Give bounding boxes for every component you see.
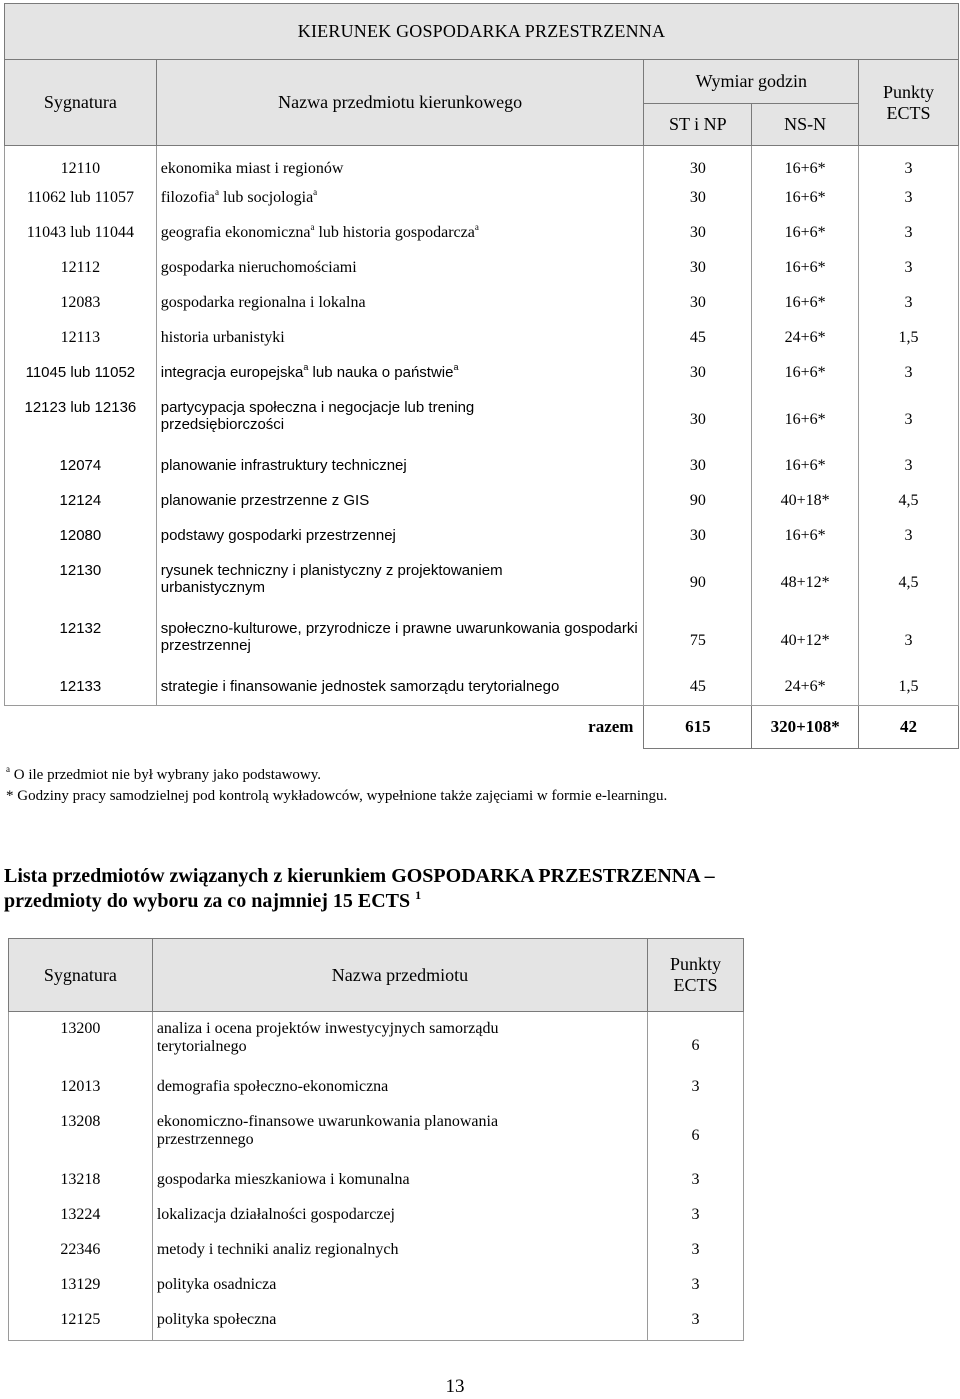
- total-ns-n: 320+108*: [752, 706, 859, 749]
- row-name: metody i techniki analiz regionalnych: [152, 1235, 647, 1270]
- row-name: polityka społeczna: [152, 1305, 647, 1341]
- table-row: [9, 1165, 744, 1200]
- row-name: demografia społeczno-ekonomiczna: [152, 1072, 647, 1107]
- row-ects: 3: [648, 1165, 744, 1200]
- row-ns-n: 16+6*: [752, 146, 859, 182]
- row-st-np: 30: [644, 146, 752, 182]
- total-ects: 42: [859, 706, 959, 749]
- row-name: partycypacja społeczna i negocjacje lub trening przedsiębiorczości: [156, 391, 644, 449]
- table-row: [5, 519, 959, 554]
- row-name: planowanie infrastruktury technicznej: [156, 449, 644, 484]
- row-ects: 3: [859, 612, 959, 670]
- section-heading: Lista przedmiotów związanych z kierunkiem GOSPODARKA PRZESTRZENNA – przedmioty do wyboru za co najmniej 15 ECTS $^1$: [4, 865, 715, 912]
- row-ns-n: 40+12*: [752, 612, 859, 670]
- table-row: [5, 321, 959, 356]
- header-sygnatura: Sygnatura: [9, 939, 153, 1012]
- row-ects: 6: [648, 1012, 744, 1073]
- header-nazwa: Nazwa przedmiotu kierunkowego: [156, 60, 644, 146]
- table-row: [9, 1235, 744, 1270]
- page-number: 13: [445, 1376, 465, 1397]
- row-sygnatura: 12130: [5, 554, 157, 612]
- row-st-np: 30: [644, 181, 752, 216]
- total-row: [5, 706, 959, 749]
- row-ects: 3: [648, 1270, 744, 1305]
- row-ects: 3: [859, 286, 959, 321]
- row-sygnatura: 12110: [5, 146, 157, 182]
- row-ns-n: 16+6*: [752, 216, 859, 251]
- row-ects: 4,5: [859, 484, 959, 519]
- row-ects: 3: [859, 216, 959, 251]
- table-row: [5, 356, 959, 391]
- row-st-np: 90: [644, 484, 752, 519]
- row-sygnatura: 12083: [5, 286, 157, 321]
- row-name: lokalizacja działalności gospodarczej: [152, 1200, 647, 1235]
- row-st-np: 30: [644, 391, 752, 449]
- row-name: planowanie przestrzenne z GIS: [156, 484, 644, 519]
- row-name: geografia ekonomiczna$^a$ lub historia gospodarcza$^a$: [156, 216, 644, 251]
- table-row: [9, 1012, 744, 1073]
- row-st-np: 30: [644, 251, 752, 286]
- table-row: [9, 1270, 744, 1305]
- row-st-np: 30: [644, 449, 752, 484]
- row-sygnatura: 13218: [9, 1165, 153, 1200]
- row-sygnatura: 11043 lub 11044: [5, 216, 157, 251]
- row-st-np: 30: [644, 519, 752, 554]
- row-sygnatura: 12132: [5, 612, 157, 670]
- row-st-np: 45: [644, 670, 752, 706]
- table-row: [5, 484, 959, 519]
- row-ects: 3: [859, 181, 959, 216]
- header-ns-n: NS-N: [752, 104, 859, 146]
- table-row: [9, 1305, 744, 1341]
- row-ns-n: 16+6*: [752, 181, 859, 216]
- row-sygnatura: 13208: [9, 1107, 153, 1165]
- row-ns-n: 24+6*: [752, 321, 859, 356]
- row-name: gospodarka mieszkaniowa i komunalna: [152, 1165, 647, 1200]
- total-label: razem: [588, 717, 634, 737]
- row-name: podstawy gospodarki przestrzennej: [156, 519, 644, 554]
- row-name: gospodarka regionalna i lokalna: [156, 286, 644, 321]
- row-st-np: 45: [644, 321, 752, 356]
- table-row: [5, 146, 959, 182]
- header-nazwa: Nazwa przedmiotu: [152, 939, 647, 1012]
- row-sygnatura: 13200: [9, 1012, 153, 1073]
- row-ects: 3: [859, 391, 959, 449]
- row-st-np: 30: [644, 286, 752, 321]
- row-sygnatura: 22346: [9, 1235, 153, 1270]
- row-sygnatura: 12013: [9, 1072, 153, 1107]
- row-sygnatura: 12113: [5, 321, 157, 356]
- row-ns-n: 40+18*: [752, 484, 859, 519]
- table-row: [5, 216, 959, 251]
- row-ns-n: 16+6*: [752, 449, 859, 484]
- row-sygnatura: 13224: [9, 1200, 153, 1235]
- header-punkty: Punkty ECTS: [648, 939, 744, 1012]
- table-row: [9, 1072, 744, 1107]
- row-name: rysunek techniczny i planistyczny z projektowaniem urbanistycznym: [156, 554, 644, 612]
- table-row: [5, 612, 959, 670]
- row-name: integracja europejska$^a$ lub nauka o państwie$^a$: [156, 356, 644, 391]
- row-name: strategie i finansowanie jednostek samorządu terytorialnego: [156, 670, 644, 706]
- row-sygnatura: 12074: [5, 449, 157, 484]
- table-row: [9, 1200, 744, 1235]
- row-name: filozofia$^a$ lub socjologia$^a$: [156, 181, 644, 216]
- row-st-np: 90: [644, 554, 752, 612]
- row-ns-n: 16+6*: [752, 391, 859, 449]
- total-st-np: 615: [644, 706, 752, 749]
- row-sygnatura: 12080: [5, 519, 157, 554]
- table-row: [5, 181, 959, 216]
- header-wymiar: Wymiar godzin: [644, 60, 859, 104]
- table-row: [5, 670, 959, 706]
- table-row: [5, 286, 959, 321]
- row-sygnatura: 12125: [9, 1305, 153, 1341]
- row-ects: 3: [648, 1200, 744, 1235]
- row-ns-n: 16+6*: [752, 286, 859, 321]
- table-row: [5, 251, 959, 286]
- row-name: ekonomika miast i regionów: [156, 146, 644, 182]
- row-ects: 3: [859, 146, 959, 182]
- table-row: [5, 391, 959, 449]
- row-st-np: 75: [644, 612, 752, 670]
- table-title: KIERUNEK GOSPODARKA PRZESTRZENNA: [5, 4, 959, 60]
- row-ects: 3: [859, 356, 959, 391]
- header-sygnatura: Sygnatura: [5, 60, 157, 146]
- elective-courses-table: [8, 938, 744, 1341]
- row-sygnatura: 12124: [5, 484, 157, 519]
- row-sygnatura: 12123 lub 12136: [5, 391, 157, 449]
- courses-table: [4, 3, 959, 749]
- row-ects: 1,5: [859, 670, 959, 706]
- row-ects: 3: [648, 1072, 744, 1107]
- header-st-np: ST i NP: [644, 104, 752, 146]
- row-ects: 3: [648, 1235, 744, 1270]
- row-sygnatura: 11045 lub 11052: [5, 356, 157, 391]
- footnote-asterisk: * Godziny pracy samodzielnej pod kontrolą wykładowców, wypełnione także zajęciami w formie e-learningu.: [6, 788, 668, 804]
- table-row: [9, 1107, 744, 1165]
- row-ects: 6: [648, 1107, 744, 1165]
- row-sygnatura: 12133: [5, 670, 157, 706]
- header-punkty: Punkty ECTS: [859, 60, 959, 146]
- footnote-a: $^a$ O ile przedmiot nie był wybrany jako podstawowy.: [6, 764, 322, 783]
- table-row: [5, 449, 959, 484]
- row-name: analiza i ocena projektów inwestycyjnych samorządu terytorialnego: [152, 1012, 647, 1073]
- row-ns-n: 16+6*: [752, 251, 859, 286]
- table-row: [5, 554, 959, 612]
- row-st-np: 30: [644, 356, 752, 391]
- row-ects: 3: [859, 449, 959, 484]
- row-ects: 3: [859, 519, 959, 554]
- row-sygnatura: 13129: [9, 1270, 153, 1305]
- row-ns-n: 16+6*: [752, 519, 859, 554]
- row-ns-n: 16+6*: [752, 356, 859, 391]
- row-ects: 3: [859, 251, 959, 286]
- row-name: polityka osadnicza: [152, 1270, 647, 1305]
- row-ects: 3: [648, 1305, 744, 1341]
- row-ns-n: 24+6*: [752, 670, 859, 706]
- row-sygnatura: 12112: [5, 251, 157, 286]
- row-name: ekonomiczno-finansowe uwarunkowania planowania przestrzennego: [152, 1107, 647, 1165]
- row-name: gospodarka nieruchomościami: [156, 251, 644, 286]
- row-ects: 4,5: [859, 554, 959, 612]
- row-ects: 1,5: [859, 321, 959, 356]
- row-st-np: 30: [644, 216, 752, 251]
- row-ns-n: 48+12*: [752, 554, 859, 612]
- row-name: historia urbanistyki: [156, 321, 644, 356]
- row-name: społeczno-kulturowe, przyrodnicze i prawne uwarunkowania gospodarki przestrzennej: [156, 612, 644, 670]
- row-sygnatura: 11062 lub 11057: [5, 181, 157, 216]
